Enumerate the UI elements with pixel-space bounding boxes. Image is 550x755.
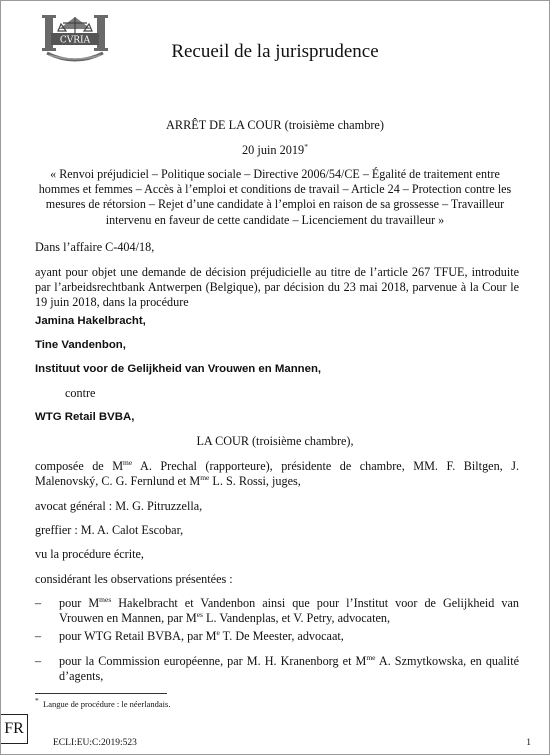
page-number: 1: [526, 738, 531, 748]
object-paragraph: ayant pour objet une demande de décision préjudicielle au titre de l’article 267 TFUE, introduite par l’arbeidsrechtbank Antwerpen (Belgique), par décision du 23 mai 2018, parvenue à la Cour le 19 juin 2018, dans la procédure: [35, 265, 519, 310]
party-applicant-1: Jamina Hakelbracht,: [35, 315, 146, 327]
date-text: 20 juin 2019: [242, 143, 305, 157]
obs2-text-2: T. De Meester, advocaat,: [219, 629, 344, 643]
observation-item-2: [35, 629, 519, 644]
obs1-sup-2: es: [196, 610, 203, 620]
footnote: [35, 696, 171, 709]
collection-title: Recueil de la jurisprudence: [171, 41, 379, 62]
judgment-date: [1, 143, 549, 158]
obs1-text-3: L. Vandenplas, et V. Petry, advocaten,: [202, 611, 391, 626]
obs1-sup-1: mes: [99, 594, 112, 604]
written-procedure: vu la procédure écrite,: [35, 547, 144, 561]
dash-bullet: –: [35, 654, 42, 668]
language-tab: FR: [1, 714, 28, 744]
obs1-text-2: Hakelbracht et Vandenbon ainsi que pour l’Institut voor de Gelijkheid van Vrouwen en Mannen, par M: [59, 596, 519, 626]
footnote-text: Langue de procédure : le néerlandais.: [43, 699, 171, 709]
contre-label: contre: [65, 386, 96, 400]
composition-paragraph: [35, 459, 519, 489]
registrar: greffier : M. A. Calot Escobar,: [35, 523, 184, 537]
case-reference: Dans l’affaire C-404/18,: [35, 240, 155, 254]
dash-bullet: –: [35, 596, 42, 610]
party-applicant-3: Instituut voor de Gelijkheid van Vrouwen en Mannen,: [35, 363, 322, 375]
judgment-title: ARRÊT DE LA COUR (troisième chambre): [165, 118, 384, 132]
obs2-sup-1: e: [216, 627, 220, 637]
keywords-block: « Renvoi préjudiciel – Politique sociale – Directive 2006/54/CE – Égalité de traitement entre hommes et femmes – Accès à l’emploi et conditions de travail – Article 24 – Protection contre les mesures de rétorsion – Rejet d’une candidate à l’emploi en raison de sa grossesse – Travailleur intervenu en faveur de cette candidate – Licenciement du travailleur »: [38, 167, 512, 227]
dash-bullet: –: [35, 629, 42, 643]
composition-text-2: A. Prechal (rapporteure), présidente de chambre, MM. F. Biltgen, J. Malenovský, C. G. Fernlund et M: [35, 459, 519, 489]
ecli-identifier: ECLI:EU:C:2019:523: [53, 738, 137, 748]
observation-item-1: [35, 596, 519, 626]
footnote-mark: *: [35, 696, 39, 706]
court-heading: LA COUR (troisième chambre),: [196, 434, 354, 448]
composition-text-3: L. S. Rossi, juges,: [209, 474, 301, 489]
logo-text: CVRIA: [59, 35, 91, 46]
obs2-text-1: pour WTG Retail BVBA, par M: [59, 629, 217, 643]
obs3-sup-1: me: [366, 652, 376, 662]
obs3-text-1: pour la Commission européenne, par M. H. Kranenborg et M: [59, 654, 367, 668]
composition-sup-2: me: [200, 473, 210, 483]
observations-intro: considérant les observations présentées :: [35, 572, 233, 586]
composition-sup-1: me: [123, 457, 133, 467]
date-footnote-ref[interactable]: *: [304, 141, 308, 151]
observation-item-3: [35, 654, 519, 684]
composition-text-1: composée de M: [35, 459, 124, 473]
party-defendant: WTG Retail BVBA,: [35, 411, 135, 423]
advocate-general: avocat général : M. G. Pitruzzella,: [35, 499, 203, 513]
obs1-text-1: pour M: [59, 596, 100, 610]
party-applicant-2: Tine Vandenbon,: [35, 339, 126, 351]
footnote-divider: [35, 693, 167, 694]
obs3-text-2: A. Szmytkowska, en qualité d’agents,: [59, 654, 519, 684]
